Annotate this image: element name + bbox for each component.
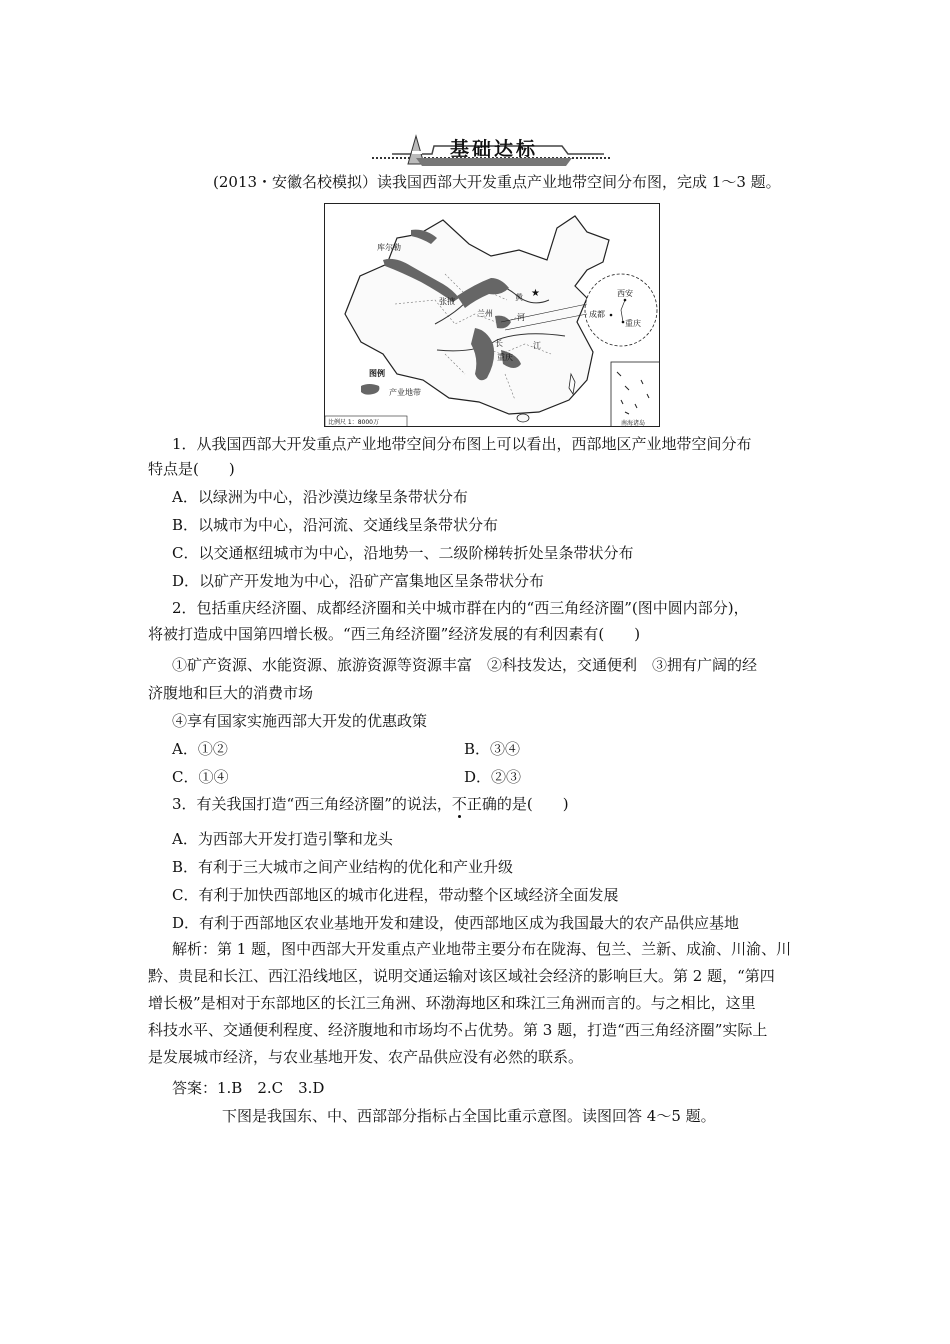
q1-stem: 1．从我国西部大开发重点产业地带空间分布图上可以看出，西部地区产业地带空间分布 bbox=[172, 435, 752, 453]
q1-option-d: D．以矿产开发地为中心，沿矿产富集地区呈条带状分布 bbox=[172, 572, 545, 590]
map-label-kuerle: 库尔勒 bbox=[377, 243, 401, 252]
map-legend-item: 产业地带 bbox=[389, 388, 421, 397]
map-label-chongqing: 重庆 bbox=[497, 353, 513, 362]
map-scale: 比例尺 1：8000万 bbox=[328, 419, 379, 426]
q3-stem-emphasis: 不 bbox=[451, 795, 467, 813]
q2-items: ①矿产资源、水能资源、旅游资源等资源丰富 ②科技发达，交通便利 ③拥有广阔的经 bbox=[172, 656, 758, 674]
q3-stem-post: 正确的是( ) bbox=[466, 795, 569, 813]
map-label-huang: 黄 bbox=[515, 293, 523, 302]
map-label-chang: 长 bbox=[495, 339, 503, 348]
analysis-line-2: 黔、贵昆和长江、西江沿线地区，说明交通运输对该区域社会经济的影响巨大。第 2 题，“第四 bbox=[148, 967, 775, 985]
analysis-line-4: 科技水平、交通便利程度、经济腹地和市场均不占优势。第 3 题，打造“西三角经济圈”实际上 bbox=[148, 1021, 768, 1039]
q2-option-b: B．③④ bbox=[464, 740, 521, 758]
map-label-chengdu: 成都 bbox=[589, 310, 605, 319]
map-label-lanzhou: 兰州 bbox=[477, 309, 493, 318]
analysis-line-5: 是发展城市经济，与农业基地开发、农产品供应没有必然的联系。 bbox=[148, 1048, 584, 1066]
q2-option-a: A．①② bbox=[172, 740, 228, 758]
analysis-line-1: 解析：第 1 题，图中西部大开发重点产业地带主要分布在陇海、包兰、兰新、成渝、川渝、川 bbox=[172, 940, 792, 958]
q3-option-a: A．为西部大开发打造引擎和龙头 bbox=[172, 830, 393, 848]
answer-line: 答案：1.B 2.C 3.D bbox=[172, 1079, 325, 1097]
svg-text:★: ★ bbox=[531, 288, 540, 299]
q1-stem-cont: 特点是( ) bbox=[148, 460, 235, 478]
q2-stem-cont: 将被打造成中国第四增长极。“西三角经济圈”经济发展的有利因素有( ) bbox=[148, 625, 641, 643]
map-figure bbox=[324, 203, 660, 427]
section-title: 基础达标 bbox=[450, 138, 539, 160]
q3-option-d: D．有利于西部地区农业基地开发和建设，使西部地区成为我国最大的农产品供应基地 bbox=[172, 914, 740, 932]
q2-option-c: C．①④ bbox=[172, 768, 229, 786]
q2-item-4: ④享有国家实施西部大开发的优惠政策 bbox=[172, 712, 428, 730]
q3-stem-pre: 3．有关我国打造“西三角经济圈”的说法， bbox=[172, 795, 452, 813]
q3-option-c: C．有利于加快西部地区的城市化进程，带动整个区域经济全面发展 bbox=[172, 886, 619, 904]
q3-option-b: B．有利于三大城市之间产业结构的优化和产业升级 bbox=[172, 858, 514, 876]
map-legend-title: 图例 bbox=[369, 369, 385, 378]
q1-option-a: A．以绿洲为中心，沿沙漠边缘呈条带状分布 bbox=[172, 488, 468, 506]
map-label-chongqing-inset: 重庆 bbox=[625, 319, 641, 328]
map-south-sea-label: 南海诸岛 bbox=[621, 420, 646, 427]
q3-stem bbox=[172, 794, 569, 814]
q1-option-b: B．以城市为中心，沿河流、交通线呈条带状分布 bbox=[172, 516, 499, 534]
q2-stem: 2．包括重庆经济圈、成都经济圈和关中城市群在内的“西三角经济圈”(图中圆内部分)， bbox=[172, 599, 749, 617]
next-question-intro: 下图是我国东、中、西部部分指标占全国比重示意图。读图回答 4～5 题。 bbox=[222, 1107, 716, 1125]
map-label-jiang: 江 bbox=[533, 341, 541, 350]
map-label-he: 河 bbox=[517, 313, 525, 322]
intro-text: (2013・安徽名校模拟）读我国西部大开发重点产业地带空间分布图，完成 1～3 题。 bbox=[213, 173, 781, 191]
q2-option-d: D．②③ bbox=[464, 768, 522, 786]
map-label-zhangye: 张掖 bbox=[439, 297, 455, 306]
q1-option-c: C．以交通枢纽城市为中心，沿地势一、二级阶梯转折处呈条带状分布 bbox=[172, 544, 634, 562]
analysis-line-3: 增长极”是相对于东部地区的长江三角洲、环渤海地区和珠江三角洲而言的。与之相比，这里 bbox=[148, 994, 756, 1012]
q2-items-cont: 济腹地和巨大的消费市场 bbox=[148, 684, 314, 702]
map-label-xian: 西安 bbox=[617, 289, 633, 298]
